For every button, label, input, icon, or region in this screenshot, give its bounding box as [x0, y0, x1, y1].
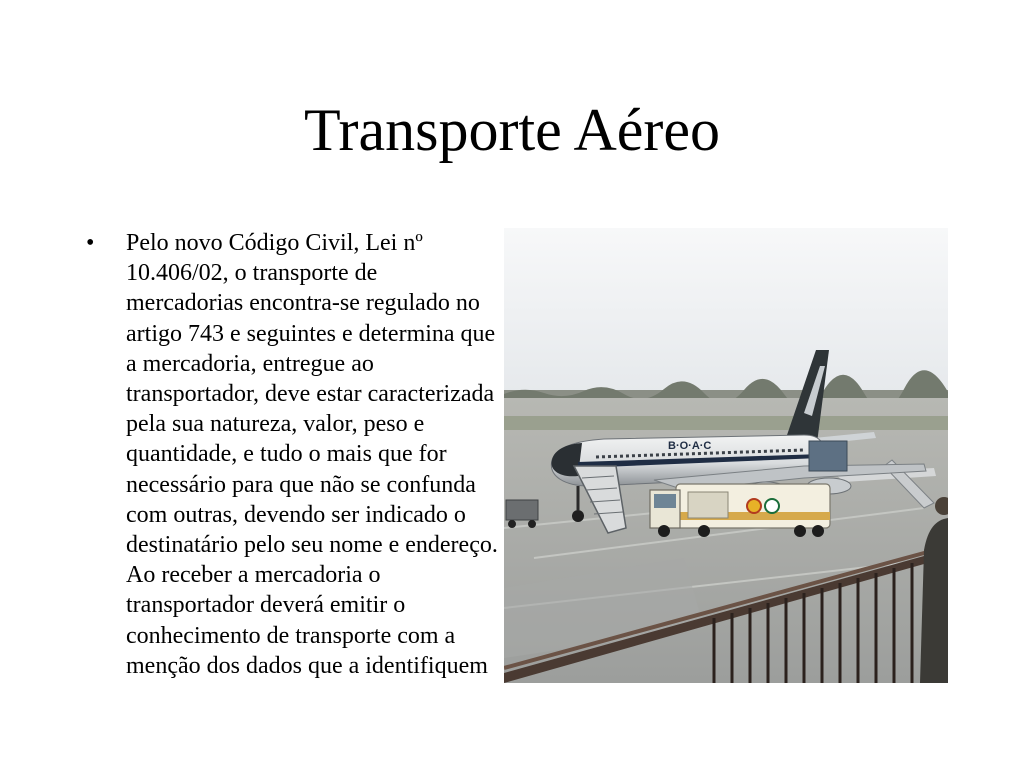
bullet-dot-icon: •: [86, 230, 95, 256]
slide-title: Transporte Aéreo: [303, 97, 721, 163]
truck-panel: [688, 492, 728, 518]
nose-wheel: [572, 510, 584, 522]
cab-window: [654, 494, 676, 508]
bullet-item: [86, 228, 498, 681]
bullet-text: Pelo novo Código Civil, Lei nº 10.406/02, o transporte de mercadorias encontra-se regulado no artigo 743 e seguintes e determina que a mercadoria, entregue ao transportador, deve estar caracterizada pela sua natureza, valor, peso e quantidade, e tudo o mais que for necessário para que não se confunda com outras, devendo ser indicado o destinatário pelo seu nome e endereço. Ao receber a mercadoria o transportador deverá emitir o conhecimento de transporte com a menção dos dados que a identifiquem: [126, 230, 498, 679]
sky: [504, 228, 948, 393]
tail-lettering: B·O·A·C: [668, 440, 712, 452]
baggage-cart: [506, 500, 538, 520]
bp-logo-icon: [765, 499, 779, 513]
grass-strip: [504, 416, 948, 430]
airport-photo: [504, 228, 948, 683]
shell-logo-icon: [747, 499, 761, 513]
bullet-list: [86, 228, 498, 681]
cargo-container: [809, 441, 847, 471]
